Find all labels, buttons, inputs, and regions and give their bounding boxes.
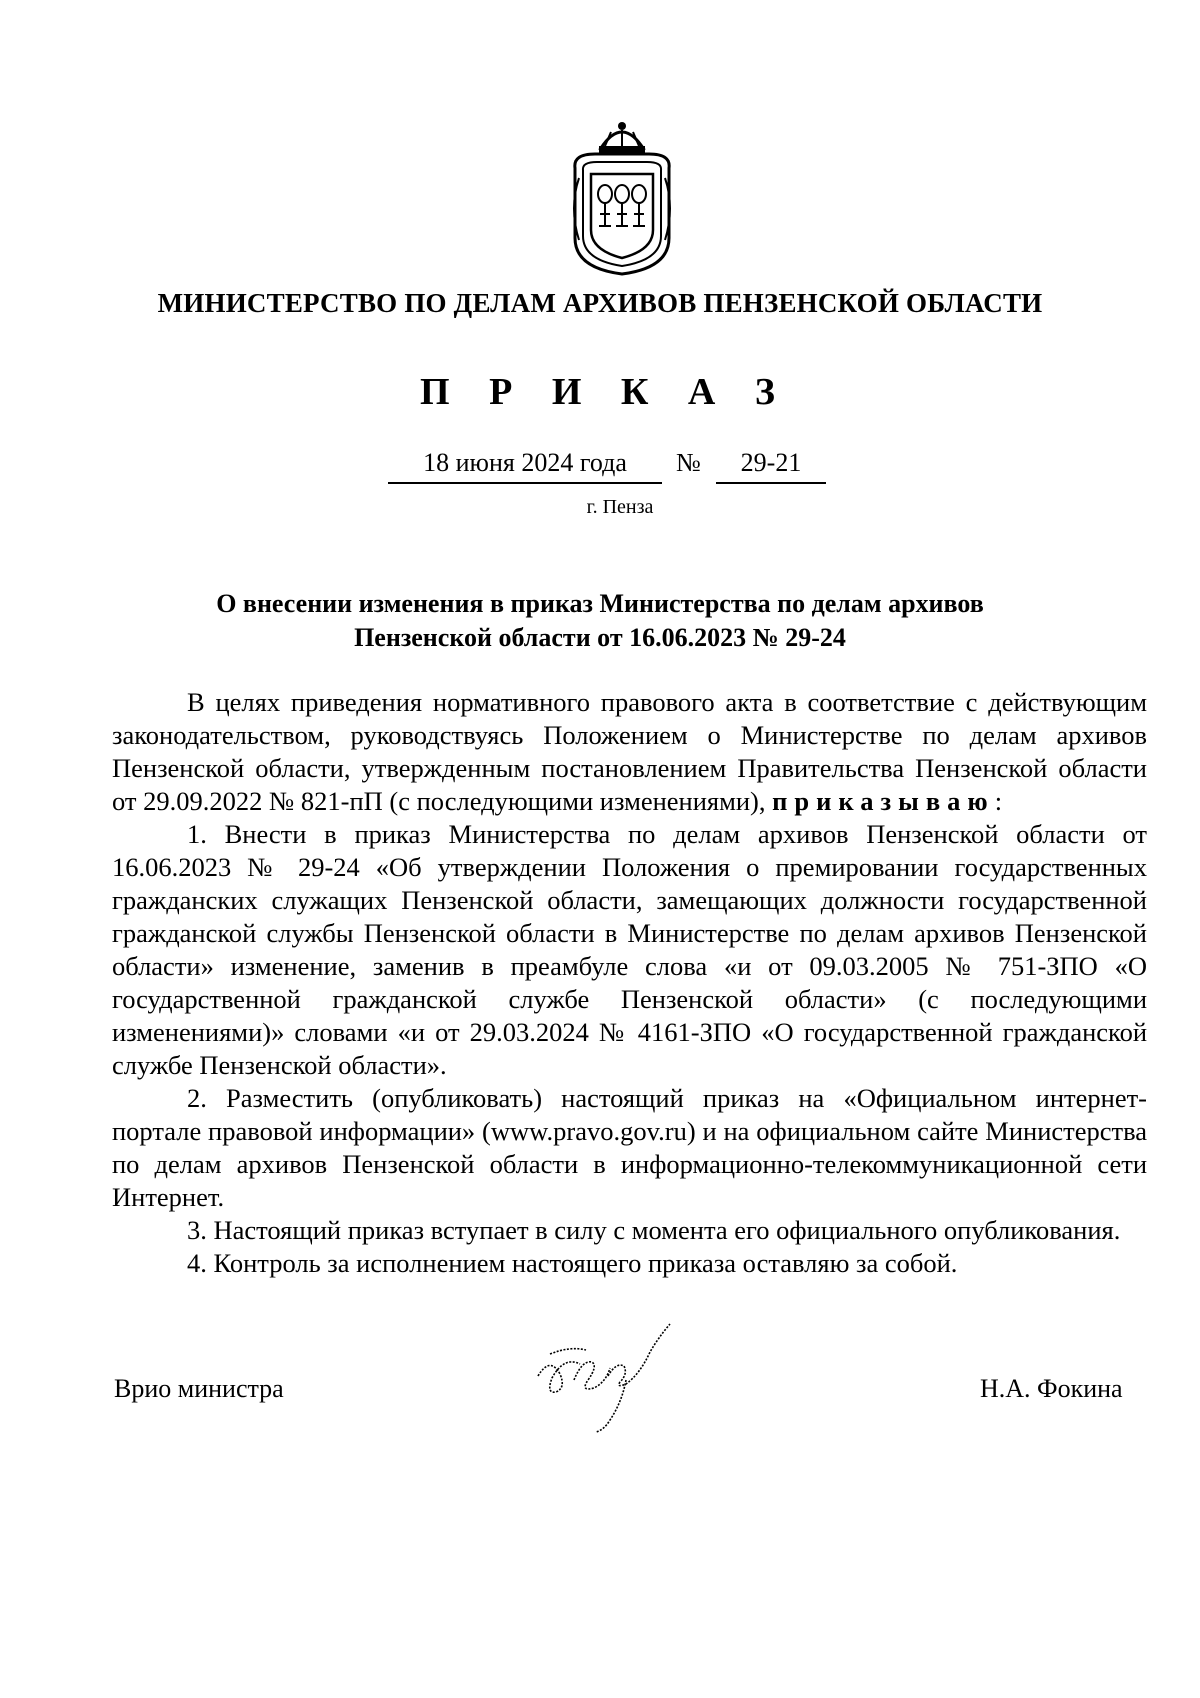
order-item-4: 4. Контроль за исполнением настоящего приказа оставляю за собой. (187, 1248, 958, 1278)
document-title: П Р И К А З (420, 371, 790, 413)
order-date: 18 июня 2024 года (388, 448, 662, 484)
subject-line-2: Пензенской области от 16.06.2023 № 29-24 (354, 623, 846, 652)
order-body (112, 686, 1147, 1280)
order-number: 29-21 (716, 448, 826, 484)
preamble-text: В целях приведения нормативного правового акта в соответствие с действующим законодательством, руководствуясь Положением о Министерстве по делам архивов Пензенской области, утвержденным постановлением Правительства Пензенской области от 29.09.2022 № 821-пП (с последующими изменениями), (112, 687, 1147, 816)
signatory-role: Врио министра (114, 1374, 284, 1403)
ministry-name: МИНИСТЕРСТВО ПО ДЕЛАМ АРХИВОВ ПЕНЗЕНСКОЙ ОБЛАСТИ (157, 288, 1043, 318)
signature-image (530, 1316, 680, 1434)
city: г. Пенза (586, 496, 654, 518)
order-item-1: 1. Внести в приказ Министерства по делам архивов Пензенской области от 16.06.2023 № 29-24 «Об утверждении Положения о премировании государственных гражданских служащих Пензенской области, замещающих должности государственной гражданской службы Пензенской области в Министерстве по делам архивов Пензенской области» изменение, заменив в преамбуле слова «и от 09.03.2005 № 751-ЗПО «О государственной гражданской службе Пензенской области» (с последующими изменениями)» словами «и от 29.03.2024 № 4161-ЗПО «О государственной гражданской службе Пензенской области». (112, 819, 1147, 1080)
order-item-2: 2. Разместить (опубликовать) настоящий приказ на «Официальном интернет-портале правовой информации» (www.pravo.gov.ru) и на официальном сайте Министерства по делам архивов Пензенской области в информационно-телекоммуникационной сети Интернет. (112, 1083, 1147, 1212)
order-item-3: 3. Настоящий приказ вступает в силу с момента его официального опубликования. (187, 1215, 1121, 1245)
number-sign: № (676, 448, 701, 477)
preamble-paragraph (112, 686, 1147, 818)
order-subject (150, 587, 1050, 655)
coat-of-arms-icon (565, 118, 679, 278)
subject-line-1: О внесении изменения в приказ Министерства по делам архивов (216, 589, 984, 618)
decree-colon: : (994, 786, 1003, 816)
decree-word: приказываю (772, 786, 995, 816)
signatory-name: Н.А. Фокина (980, 1374, 1123, 1403)
